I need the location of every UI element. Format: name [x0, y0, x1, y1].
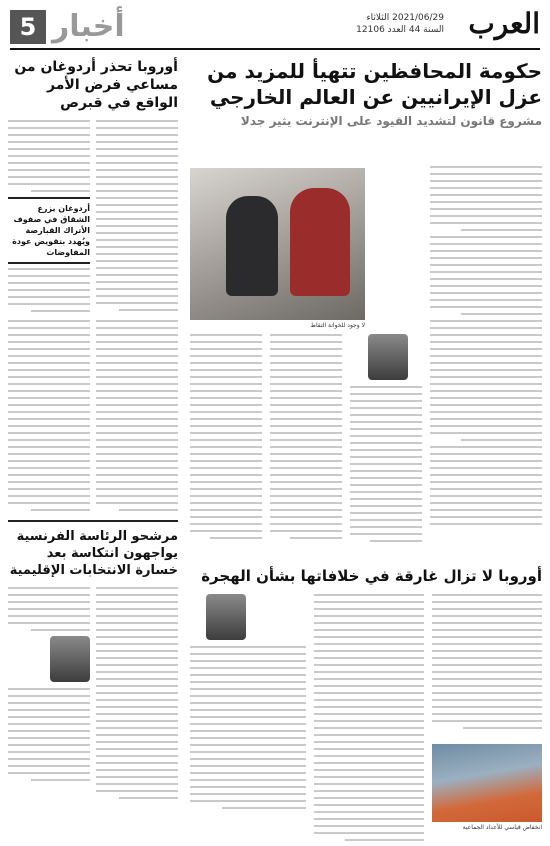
france-headline: مرشحو الرئاسة الفرنسية يواجهون انتكاسة بعد خسارة الانتخابات الإقليمية	[8, 520, 178, 579]
issue-info	[356, 12, 444, 36]
lower-body-text	[190, 594, 542, 834]
issue-date: 2021/06/29 الثلاثاء	[366, 13, 444, 23]
lead-headline: حكومة المحافظين تتهيأ للمزيد من عزل الإيرانيين عن العالم الخارجي	[207, 59, 542, 109]
lower-author-photo	[206, 594, 246, 640]
lead-story	[190, 58, 542, 831]
photo-figure-right	[290, 188, 350, 296]
lead-body-columns	[190, 334, 422, 566]
lead-photo	[190, 168, 365, 320]
lead-subheadline: مشروع قانون لتشديد القيود على الإنترنت يثير جدلا	[240, 114, 542, 128]
cyprus-body-text	[8, 120, 178, 320]
lead-body-text	[430, 166, 542, 530]
lead-photo-caption: لا وجود للخوانة التقاط	[310, 322, 365, 329]
cyprus-body-text-lower	[8, 320, 178, 520]
pull-quote: أردوغان يزرع الشقاق في صفوف الأتراك القبارصة ويُهدد بتقويض عودة المفاوضات	[8, 197, 90, 264]
section-name: أخبار	[52, 9, 125, 44]
boat-photo	[432, 744, 542, 822]
author-photo	[368, 334, 408, 380]
photo-figure-left	[226, 196, 278, 296]
masthead	[10, 8, 540, 50]
lower-headline: أوروبا لا تزال غارقة في خلافاتها بشأن الهجرة	[201, 567, 542, 585]
boat-photo-caption: انخفاض قياسي للأعداد الجماعية	[462, 824, 542, 831]
left-column	[8, 58, 178, 807]
section-number-badge: 5	[10, 10, 46, 44]
france-author-photo	[50, 636, 90, 682]
cyprus-headline: أوروبا تحذر أردوغان من مساعي فرض الأمر الواقع في قبرص	[14, 59, 178, 111]
france-body-text	[8, 587, 178, 807]
newspaper-logo: العرب	[468, 7, 540, 40]
issue-number: السنة 44 العدد 12106	[356, 25, 444, 35]
